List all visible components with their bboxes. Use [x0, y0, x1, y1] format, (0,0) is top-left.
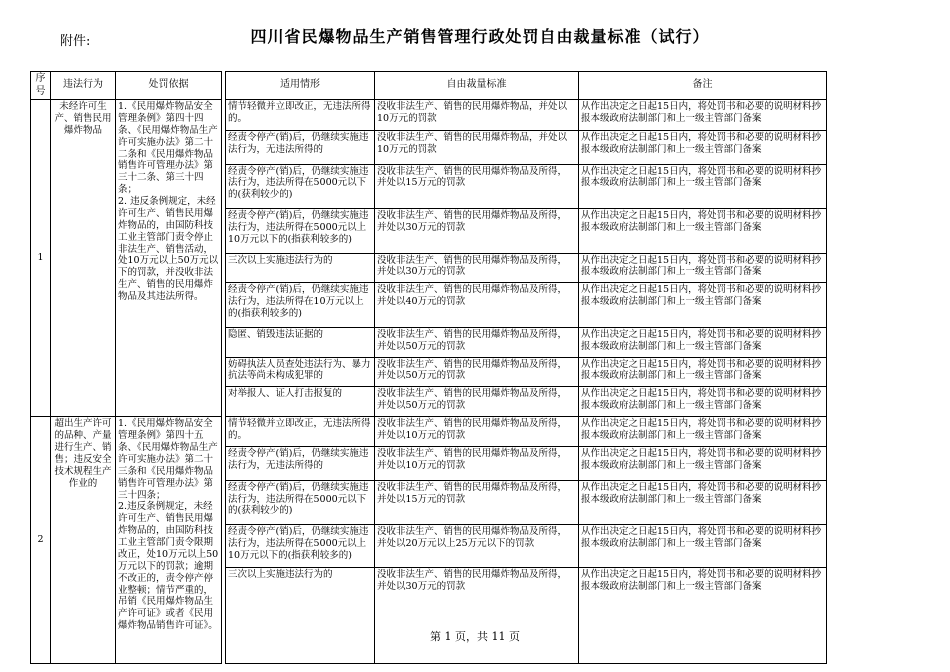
remark-cell: 从作出决定之日起15日内，将处罚书和必要的说明材料抄报本级政府法制部门和上一级主管部门备案: [579, 447, 827, 480]
standard-cell: 没收非法生产、销售的民用爆炸物品及所得，并处以50万元的罚款: [375, 357, 579, 387]
basis-cell: 1.《民用爆炸物品安全管理条例》第四十四条、《民用爆炸物品生产许可实施办法》第二十二条和《民用爆炸物品销售许可管理办法》第三十二条、第三十四条； 2. 违反条例规定，未经许可生产、销售民用爆炸物品的，由国防科技工业主管部门责令停止非法生产、销售活动，处10万元以上50万元以下的罚款，并没收非法生产、销售的民用爆炸物品及其违法所得。: [116, 100, 222, 417]
circumstance-cell: 情节轻微并立即改正，无违法所得的。: [226, 100, 375, 131]
remark-cell: 从作出决定之日起15日内，将处罚书和必要的说明材料抄报本级政府法制部门和上一级主管部门备案: [579, 387, 827, 417]
row-number: 2: [31, 417, 51, 664]
circumstance-cell: 经责令停产(销)后，仍继续实施违法行为，违法所得在5000元以上10万元以下的(指获利较多的): [226, 525, 375, 568]
violation-cell: 未经许可生产、销售民用爆炸物品: [51, 100, 116, 417]
table-row: [31, 417, 827, 447]
col-header-violation: 违法行为: [51, 72, 116, 100]
standard-cell: 没收非法生产、销售的民用爆炸物品及所得，并处以50万元的罚款: [375, 387, 579, 417]
standard-cell: 没收非法生产、销售的民用爆炸物品，并处以10万元的罚款: [375, 131, 579, 164]
col-header-basis: 处罚依据: [116, 72, 222, 100]
circumstance-cell: 经责令停产(销)后，仍继续实施违法行为，违法所得在5000元以上10万元以下的(指获利较多的): [226, 209, 375, 254]
standard-cell: 没收非法生产、销售的民用爆炸物品及所得，并处以15万元的罚款: [375, 164, 579, 209]
standard-cell: 没收非法生产、销售的民用爆炸物品及所得，并处以15万元的罚款: [375, 480, 579, 525]
circumstance-cell: 经责令停产(销)后，仍继续实施违法行为，无违法所得的: [226, 447, 375, 480]
circumstance-cell: 三次以上实施违法行为的: [226, 253, 375, 283]
circumstance-cell: 经责令停产(销)后，仍继续实施违法行为，违法所得在10万元以上的(指获利较多的): [226, 283, 375, 328]
circumstance-cell: 隐匿、销毁违法证据的: [226, 327, 375, 357]
circumstance-cell: 妨碍执法人员查处违法行为、暴力抗法等尚未构成犯罪的: [226, 357, 375, 387]
circumstance-cell: 经责令停产(销)后，仍继续实施违法行为，违法所得在5000元以下的(获利较少的): [226, 480, 375, 525]
standard-cell: 没收非法生产、销售的民用爆炸物品及所得，并处以10万元的罚款: [375, 447, 579, 480]
row-number: 1: [31, 100, 51, 417]
penalty-standard-table: [30, 71, 827, 664]
circumstance-cell: 情节轻微并立即改正，无违法所得的。: [226, 417, 375, 447]
col-header-no: 序号: [31, 72, 51, 100]
table-row: [31, 100, 827, 131]
standard-cell: 没收非法生产、销售的民用爆炸物品及所得，并处以40万元的罚款: [375, 283, 579, 328]
standard-cell: 没收非法生产、销售的民用爆炸物品及所得，并处以30万元的罚款: [375, 568, 579, 664]
attachment-label: 附件:: [60, 34, 91, 49]
standard-cell: 没收非法生产、销售的民用爆炸物品及所得，并处以30万元的罚款: [375, 209, 579, 254]
page-footer: 第 1 页，共 11 页: [430, 630, 520, 643]
table-header-row: [31, 72, 827, 100]
circumstance-cell: 三次以上实施违法行为的: [226, 568, 375, 664]
remark-cell: 从作出决定之日起15日内，将处罚书和必要的说明材料抄报本级政府法制部门和上一级主管部门备案: [579, 327, 827, 357]
remark-cell: 从作出决定之日起15日内，将处罚书和必要的说明材料抄报本级政府法制部门和上一级主管部门备案: [579, 417, 827, 447]
remark-cell: 从作出决定之日起15日内，将处罚书和必要的说明材料抄报本级政府法制部门和上一级主管部门备案: [579, 209, 827, 254]
standard-cell: 没收非法生产、销售的民用爆炸物品及所得，并处以10万元的罚款: [375, 417, 579, 447]
remark-cell: 从作出决定之日起15日内，将处罚书和必要的说明材料抄报本级政府法制部门和上一级主管部门备案: [579, 525, 827, 568]
remark-cell: 从作出决定之日起15日内，将处罚书和必要的说明材料抄报本级政府法制部门和上一级主管部门备案: [579, 283, 827, 328]
standard-cell: 没收非法生产、销售的民用爆炸物品及所得，并处以50万元的罚款: [375, 327, 579, 357]
col-header-circumstance: 适用情形: [226, 72, 375, 100]
remark-cell: 从作出决定之日起15日内，将处罚书和必要的说明材料抄报本级政府法制部门和上一级主管部门备案: [579, 357, 827, 387]
standard-cell: 没收非法生产、销售的民用爆炸物品及所得，并处以20万元以上25万元以下的罚款: [375, 525, 579, 568]
remark-cell: 从作出决定之日起15日内，将处罚书和必要的说明材料抄报本级政府法制部门和上一级主管部门备案: [579, 131, 827, 164]
basis-cell: 1.《民用爆炸物品安全管理条例》第四十五条、《民用爆炸物品生产许可实施办法》第二十三条和《民用爆炸物品销售许可管理办法》第三十四条； 2.违反条例规定，未经许可生产、销售民用爆炸物品的，由国防科技工业主管部门责令限期改正，处10万元以上50万元以下的罚款；逾期不改正的，责令停产停业整顿；情节严重的，吊销《民用爆炸物品生产许可证》或者《民用爆炸物品销售许可证》。: [116, 417, 222, 664]
col-header-standard: 自由裁量标准: [375, 72, 579, 100]
circumstance-cell: 对举报人、证人打击报复的: [226, 387, 375, 417]
remark-cell: 从作出决定之日起15日内，将处罚书和必要的说明材料抄报本级政府法制部门和上一级主管部门备案: [579, 253, 827, 283]
standard-cell: 没收非法生产、销售的民用爆炸物品，并处以10万元的罚款: [375, 100, 579, 131]
violation-cell: 超出生产许可的品种、产量进行生产、销售；违反安全技术规程生产作业的: [51, 417, 116, 664]
circumstance-cell: 经责令停产(销)后，仍继续实施违法行为，违法所得在5000元以下的(获利较少的): [226, 164, 375, 209]
remark-cell: 从作出决定之日起15日内，将处罚书和必要的说明材料抄报本级政府法制部门和上一级主管部门备案: [579, 164, 827, 209]
col-header-remark: 备注: [579, 72, 827, 100]
standard-cell: 没收非法生产、销售的民用爆炸物品及所得，并处以30万元的罚款: [375, 253, 579, 283]
circumstance-cell: 经责令停产(销)后，仍继续实施违法行为，无违法所得的: [226, 131, 375, 164]
remark-cell: 从作出决定之日起15日内，将处罚书和必要的说明材料抄报本级政府法制部门和上一级主管部门备案: [579, 100, 827, 131]
remark-cell: 从作出决定之日起15日内，将处罚书和必要的说明材料抄报本级政府法制部门和上一级主管部门备案: [579, 568, 827, 664]
remark-cell: 从作出决定之日起15日内，将处罚书和必要的说明材料抄报本级政府法制部门和上一级主管部门备案: [579, 480, 827, 525]
document-title: 四川省民爆物品生产销售管理行政处罚自由裁量标准（试行）: [250, 27, 710, 46]
